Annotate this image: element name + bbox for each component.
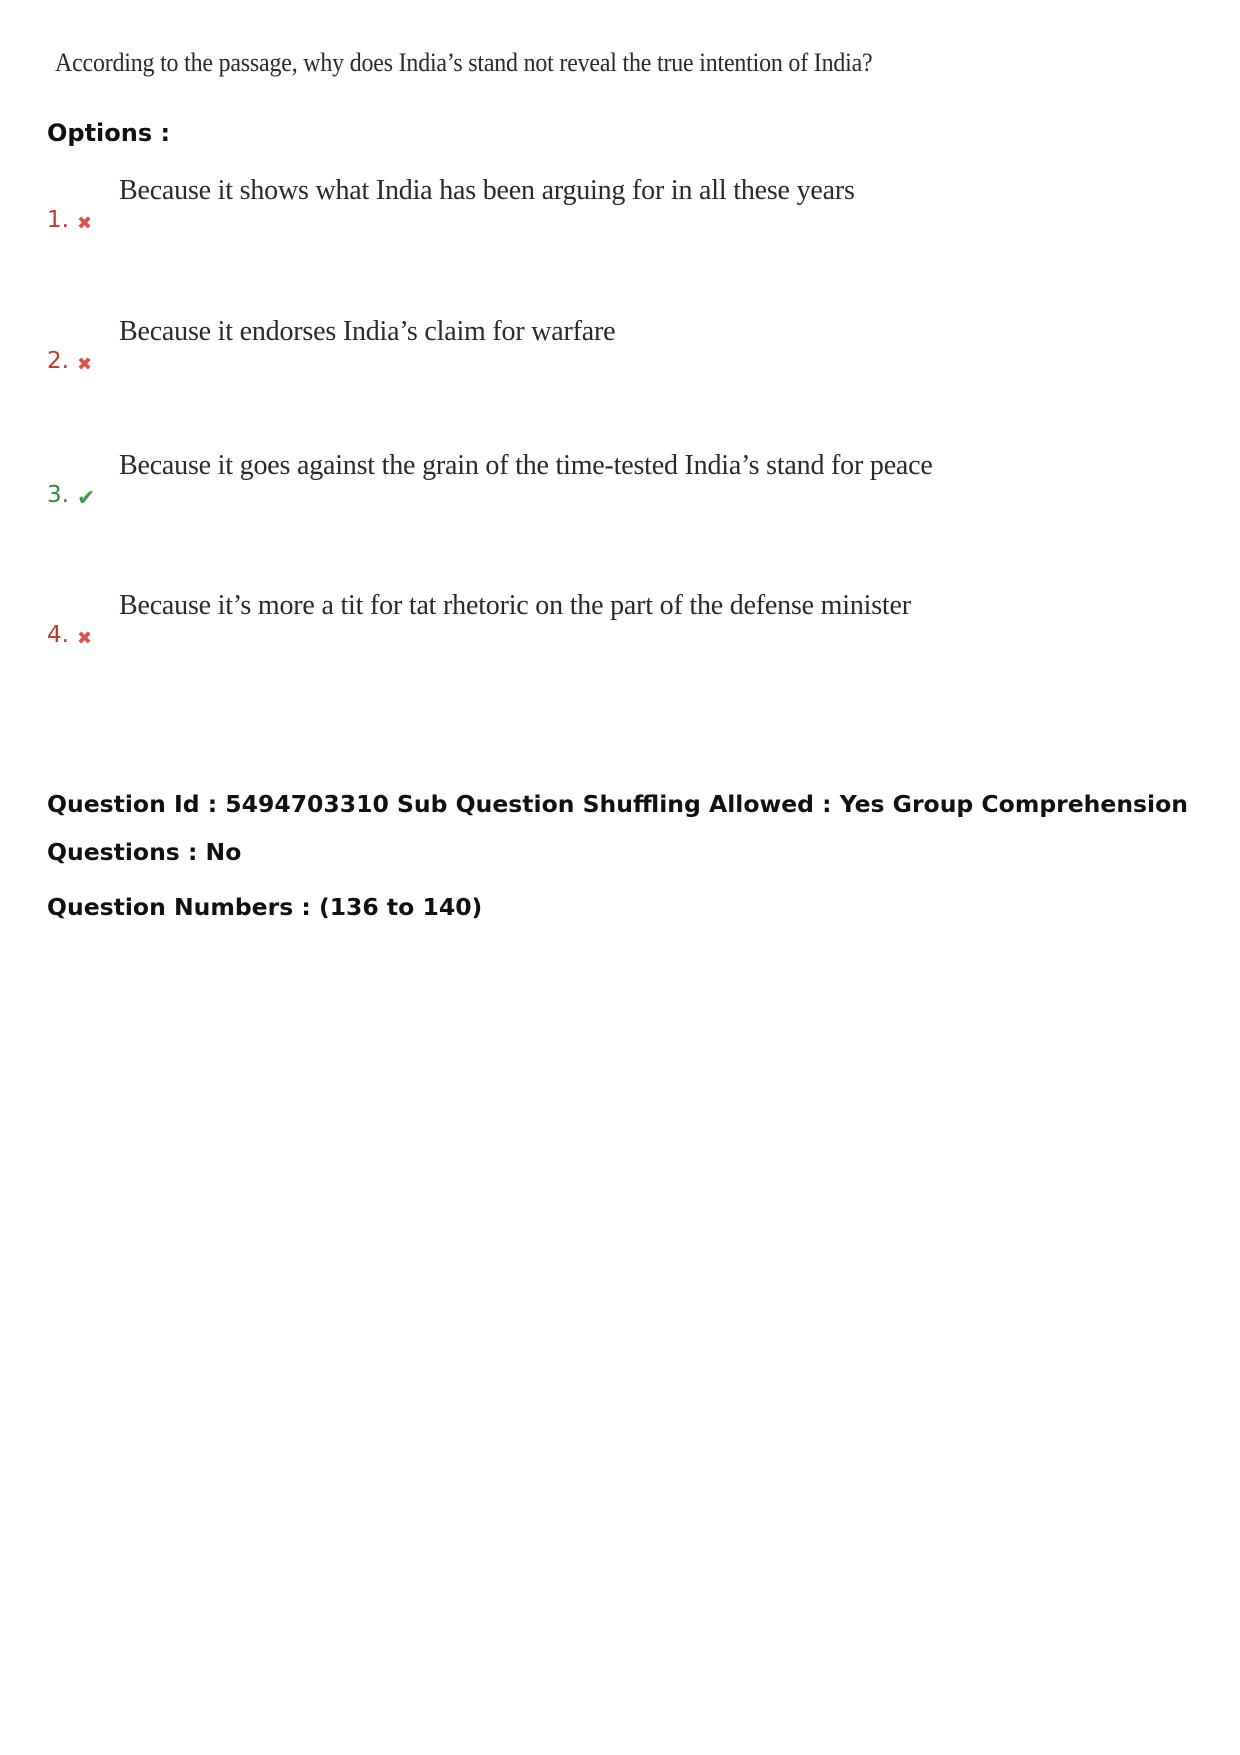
option-text: Because it endorses India’s claim for warfare [119,316,616,347]
option-1 [47,175,1197,267]
option-2 [47,316,1197,408]
question-id-line: Question Id : 5494703310 Sub Question Shuffling Allowed : Yes Group Comprehension [47,790,1188,818]
option-number: 1. [47,207,69,233]
option-number: 2. [47,348,69,374]
check-icon: ✔ [77,486,96,511]
option-number: 4. [47,622,69,648]
cross-icon: ✖ [77,213,93,234]
group-questions-line: Questions : No [47,838,242,866]
option-text: Because it’s more a tit for tat rhetoric on the part of the defense minister [119,590,911,621]
option-number: 3. [47,482,69,508]
question-text: According to the passage, why does India’s stand not reveal the true intention of India? [55,48,873,77]
cross-icon: ✖ [77,628,93,649]
option-text: Because it shows what India has been arguing for in all these years [119,175,855,206]
option-4 [47,590,1197,682]
options-heading: Options : [47,119,171,147]
cross-icon: ✖ [77,354,93,375]
question-numbers-line: Question Numbers : (136 to 140) [47,893,483,921]
option-3 [47,450,1197,542]
option-text: Because it goes against the grain of the time-tested India’s stand for peace [119,450,933,481]
